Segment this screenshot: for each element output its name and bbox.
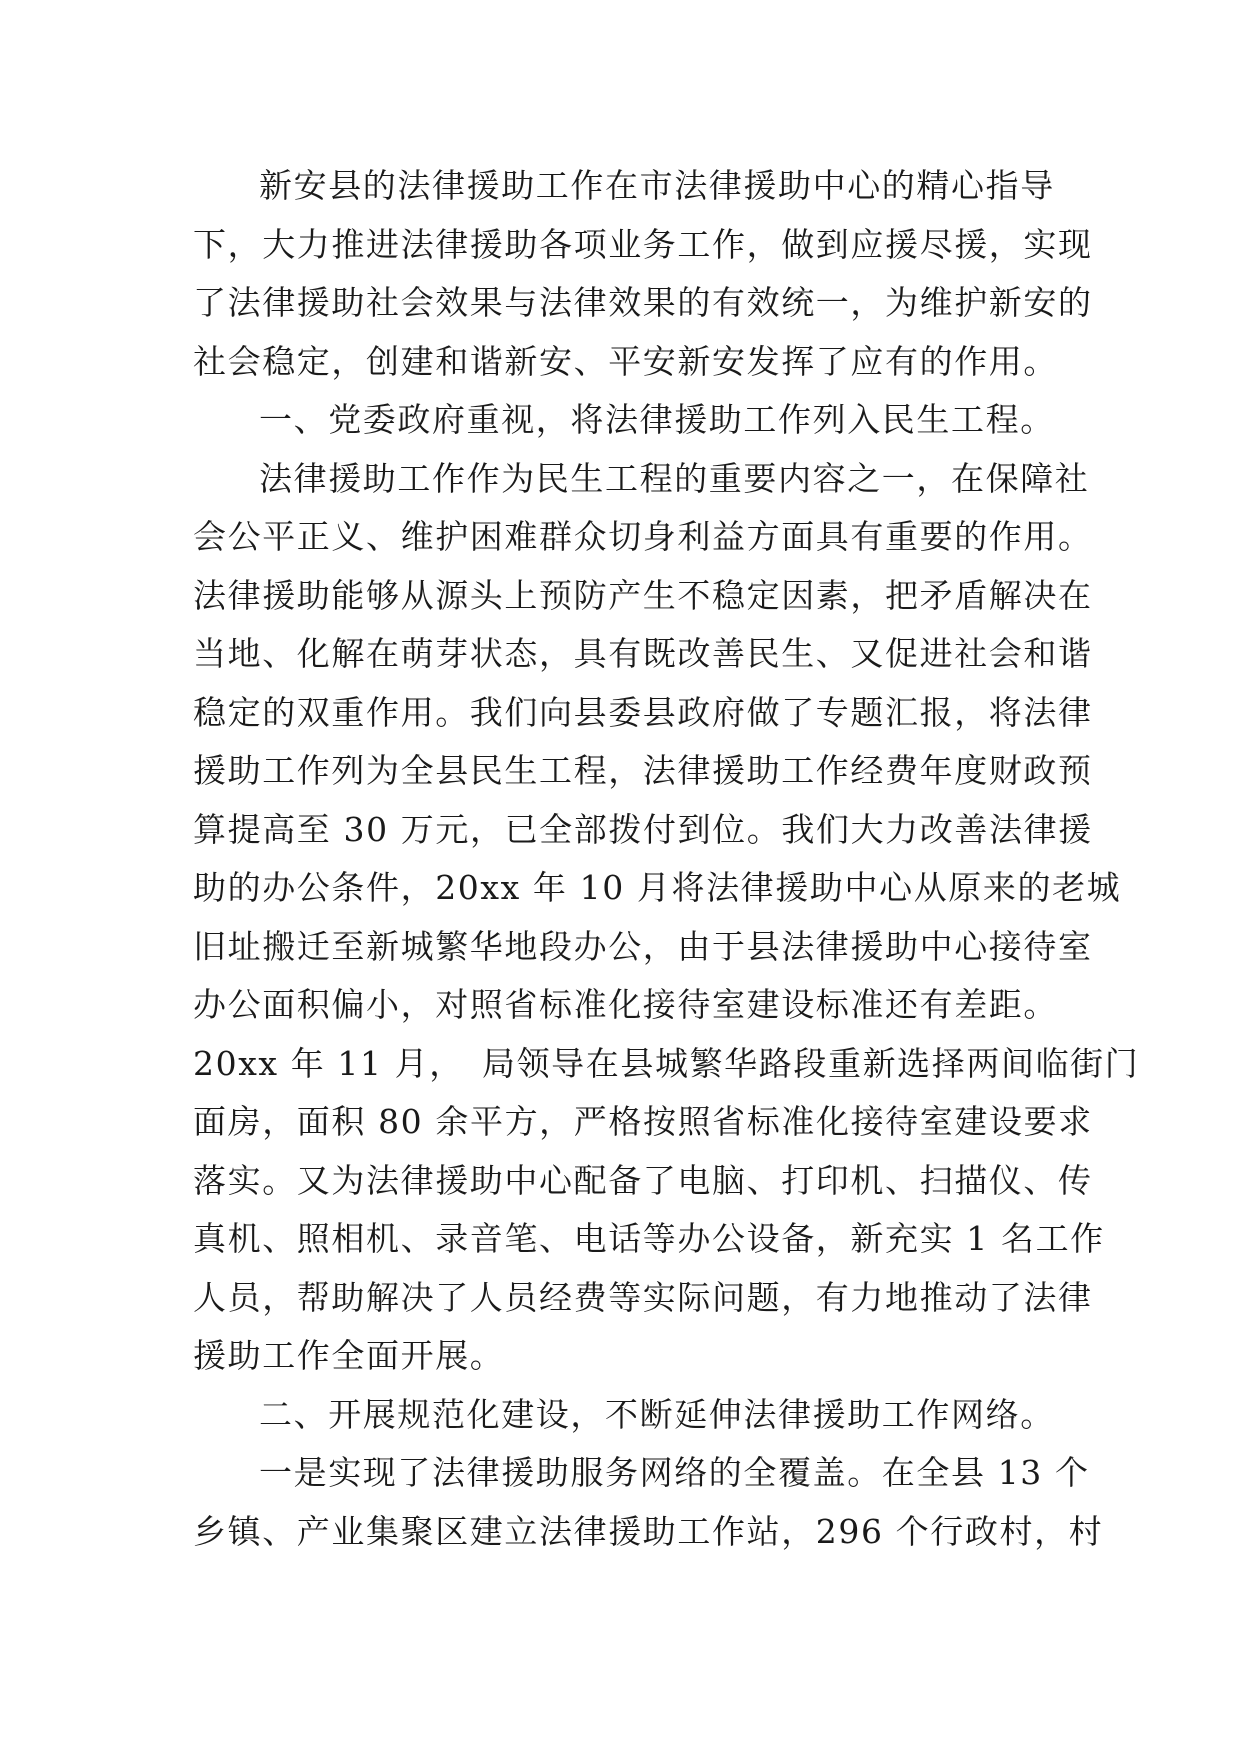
text-line: 当地、化解在萌芽状态，具有既改善民生、又促进社会和谐: [193, 634, 1093, 673]
text-line: 社会稳定，创建和谐新安、平安新安发挥了应有的作用。: [193, 341, 1058, 381]
text-line: 法律援助工作作为民生工程的重要内容之一，在保障社: [259, 458, 1090, 498]
text-line: 一是实现了法律援助服务网络的全覆盖。在全县 13 个: [259, 1453, 1090, 1492]
text-line: 援助工作列为全县民生工程，法律援助工作经费年度财政预: [193, 751, 1093, 790]
section-heading: 一、党委政府重视，将法律援助工作列入民生工程。: [259, 400, 1055, 439]
text-line: 新安县的法律援助工作在市法律援助中心的精心指导: [259, 166, 1055, 205]
text-line: 真机、照相机、录音笔、电话等办公设备，新充实 1 名工作: [193, 1219, 1105, 1258]
text-line: 稳定的双重作用。我们向县委县政府做了专题汇报，将法律: [193, 692, 1093, 732]
text-line: 落实。又为法律援助中心配备了电脑、打印机、扫描仪、传: [193, 1160, 1093, 1200]
text-line: 20xx 年 11 月， 局领导在县城繁华路段重新选择两间临街门: [193, 1043, 1140, 1083]
text-line: 乡镇、产业集聚区建立法律援助工作站，296 个行政村，村: [193, 1511, 1104, 1551]
text-line: 旧址搬迁至新城繁华地段办公，由于县法律援助中心接待室: [193, 926, 1093, 966]
body-text: [193, 157, 1140, 1561]
text-line: 算提高至 30 万元，已全部拨付到位。我们大力改善法律援: [193, 809, 1093, 849]
text-line: 办公面积偏小，对照省标准化接待室建设标准还有差距。: [193, 985, 1058, 1024]
text-line: 会公平正义、维护困难群众切身利益方面具有重要的作用。: [193, 517, 1093, 556]
text-line: 了法律援助社会效果与法律效果的有效统一，为维护新安的: [193, 283, 1093, 322]
text-line: 助的办公条件，20xx 年 10 月将法律援助中心从原来的老城: [193, 868, 1122, 907]
text-line: 下，大力推进法律援助各项业务工作，做到应援尽援，实现: [193, 224, 1093, 264]
section-heading: 二、开展规范化建设，不断延伸法律援助工作网络。: [259, 1394, 1055, 1434]
text-line: 援助工作全面开展。: [193, 1336, 505, 1375]
text-line: 人员，帮助解决了人员经费等实际问题，有力地推动了法律: [193, 1277, 1093, 1317]
text-line: 面房，面积 80 余平方，严格按照省标准化接待室建设要求: [193, 1102, 1093, 1141]
text-line: 法律援助能够从源头上预防产生不稳定因素，把矛盾解决在: [193, 575, 1093, 615]
